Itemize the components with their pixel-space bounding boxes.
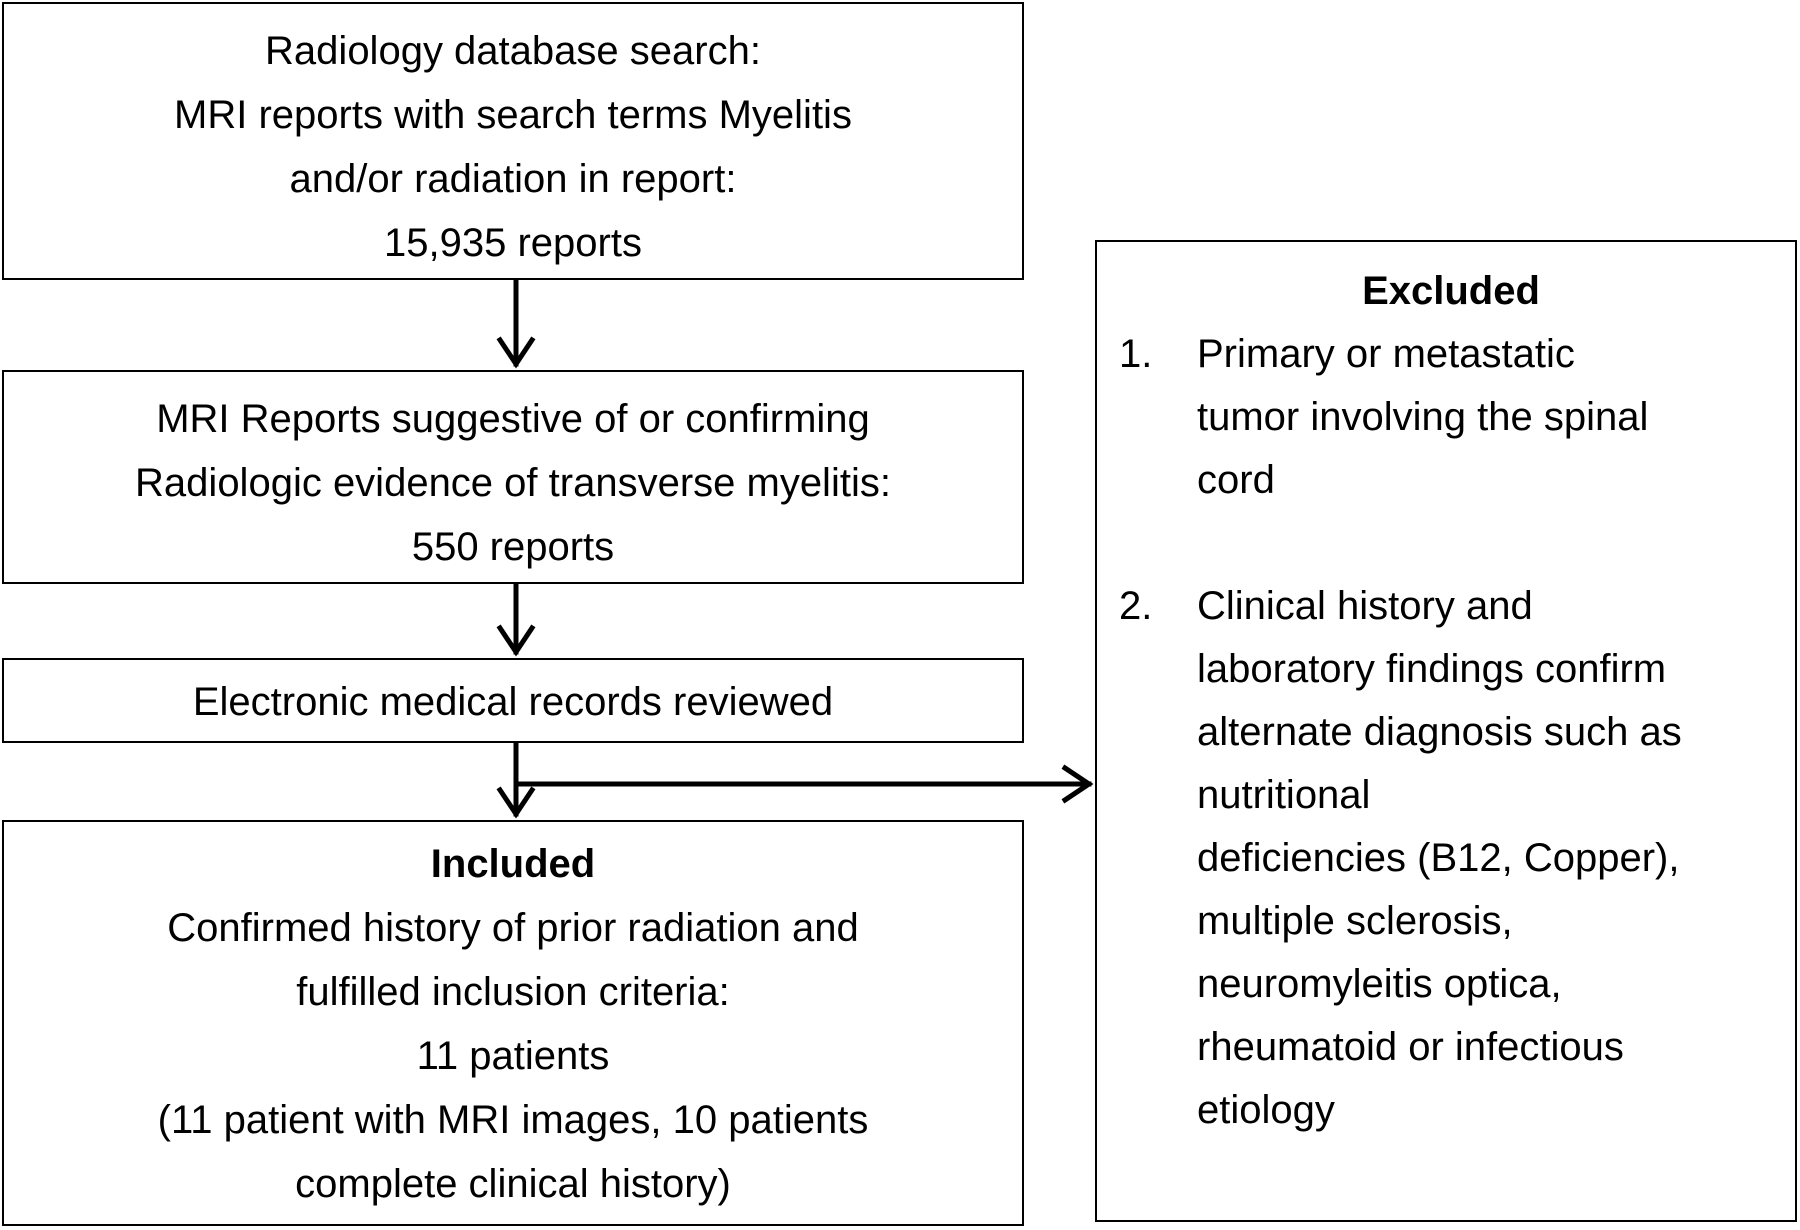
- search-step-line: and/or radiation in report:: [289, 157, 737, 201]
- criterion-line: etiology: [1197, 1088, 1335, 1132]
- criterion-line: neuromyleitis optica,: [1197, 962, 1562, 1006]
- criterion-line: laboratory findings confirm: [1197, 647, 1667, 691]
- included-title: Included: [430, 842, 596, 886]
- criterion-number: 1.: [1119, 332, 1153, 376]
- mri-step-count: 550 reports: [411, 525, 615, 569]
- criterion-number: 2.: [1119, 584, 1153, 628]
- emr-step-line: Electronic medical records reviewed: [192, 680, 834, 724]
- criterion-line: rheumatoid or infectious: [1197, 1025, 1624, 1069]
- included-line: complete clinical history): [295, 1162, 731, 1206]
- criterion-line: multiple sclerosis,: [1197, 899, 1513, 943]
- included-line: Confirmed history of prior radiation and: [167, 906, 859, 950]
- included-count: 11 patients: [416, 1034, 610, 1078]
- mri-step-line: Radiologic evidence of transverse myelitis:: [135, 461, 891, 505]
- mri-step-line: MRI Reports suggestive of or confirming: [156, 397, 870, 441]
- criterion-line: Primary or metastatic: [1197, 332, 1575, 376]
- criterion-line: cord: [1197, 458, 1275, 502]
- search-step-line: Radiology database search:: [265, 29, 761, 73]
- excluded-title: Excluded: [1362, 269, 1540, 313]
- criterion-line: Clinical history and: [1197, 584, 1533, 628]
- included-line: fulfilled inclusion criteria:: [296, 970, 730, 1014]
- included-line: (11 patient with MRI images, 10 patients: [157, 1098, 869, 1142]
- search-step-line: MRI reports with search terms Myelitis: [174, 93, 852, 137]
- criterion-line: deficiencies (B12, Copper),: [1197, 836, 1680, 880]
- criterion-line: alternate diagnosis such as: [1197, 710, 1682, 754]
- search-step-count: 15,935 reports: [384, 221, 642, 265]
- criterion-line: tumor involving the spinal: [1197, 395, 1649, 439]
- criterion-line: nutritional: [1197, 773, 1371, 817]
